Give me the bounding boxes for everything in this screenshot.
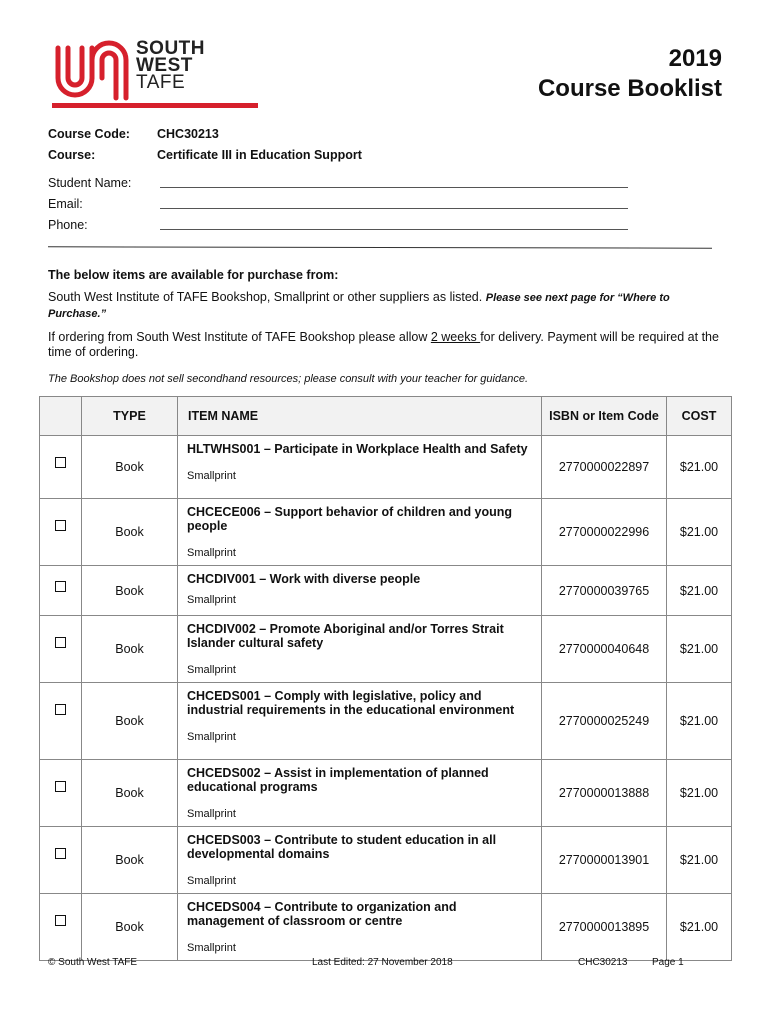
header-checkbox-col [40,397,82,436]
row-isbn: 2770000013895 [542,894,667,961]
row-title: CHCEDS004 – Contribute to organization and management of classroom or centre [187,900,457,928]
booklist-table [39,396,732,961]
table-row [40,760,732,827]
table-row [40,566,732,616]
phone-label: Phone: [48,218,88,232]
row-isbn: 2770000013901 [542,827,667,894]
row-title: CHCEDS002 – Assist in implementation of planned educational programs [187,766,489,794]
delivery-time: 2 weeks [430,330,481,344]
row-cost: $21.00 [667,760,732,827]
purchase-heading: The below items are available for purchase from: [48,268,339,282]
select-checkbox[interactable] [55,848,66,859]
select-checkbox[interactable] [55,457,66,468]
row-type: Book [82,683,178,760]
row-supplier: Smallprint [187,547,236,559]
table-row [40,683,732,760]
table-row [40,436,732,499]
row-supplier: Smallprint [187,594,236,606]
row-isbn: 2770000022996 [542,499,667,566]
logo-underline-bar [52,103,258,108]
row-type: Book [82,499,178,566]
header-cost: COST [667,397,732,436]
table-row [40,499,732,566]
row-cost: $21.00 [667,566,732,616]
title-year: 2019 [668,45,722,72]
row-title: HLTWHS001 – Participate in Workplace Health and Safety [187,442,528,456]
email-field[interactable] [160,208,628,209]
row-isbn: 2770000013888 [542,760,667,827]
row-type: Book [82,436,178,499]
header-isbn: ISBN or Item Code [542,397,667,436]
select-checkbox[interactable] [55,915,66,926]
select-checkbox[interactable] [55,781,66,792]
row-isbn: 2770000039765 [542,566,667,616]
row-cost: $21.00 [667,499,732,566]
row-title: CHCEDS003 – Contribute to student education in all developmental domains [187,833,497,861]
page-title [538,44,722,104]
secondhand-note: The Bookshop does not sell secondhand resources; please consult with your teacher for guidance. [48,373,529,385]
row-cost: $21.00 [667,683,732,760]
title-name: Course Booklist [537,75,722,102]
row-supplier: Smallprint [187,470,236,482]
row-type: Book [82,827,178,894]
student-name-field[interactable] [160,187,628,188]
where-to-purchase-note: Please see next page for “Where to Purchase.” [48,292,670,320]
row-supplier: Smallprint [187,664,236,676]
select-checkbox[interactable] [55,581,66,592]
course-code-value: CHC30213 [157,127,219,141]
ordering-text-b: for delivery. Payment will be required at the time of ordering. [48,330,719,359]
row-isbn: 2770000040648 [542,616,667,683]
row-title: CHCDIV002 – Promote Aboriginal and/or Torres Strait Islander cultural safety [187,622,504,650]
table-header-row [40,397,732,436]
logo-text-tafe: TAFE [136,72,186,93]
row-isbn: 2770000022897 [542,436,667,499]
footer-last-edited: Last Edited: 27 November 2018 [312,957,453,968]
phone-field[interactable] [160,229,628,230]
select-checkbox[interactable] [55,520,66,531]
row-title: CHCECE006 – Support behavior of children and young people [187,505,513,533]
row-cost: $21.00 [667,894,732,961]
row-type: Book [82,616,178,683]
table-row [40,827,732,894]
course-code-label: Course Code: [48,127,130,141]
row-title: CHCDIV001 – Work with diverse people [187,572,421,586]
logo-text-west: WEST [136,55,193,76]
row-supplier: Smallprint [187,731,236,743]
row-type: Book [82,894,178,961]
row-supplier: Smallprint [187,808,236,820]
row-type: Book [82,566,178,616]
student-name-label: Student Name: [48,176,132,190]
header-item-name: ITEM NAME [178,397,542,436]
row-cost: $21.00 [667,436,732,499]
section-divider [48,246,712,248]
row-supplier: Smallprint [187,875,236,887]
purchase-text: South West Institute of TAFE Bookshop, Smallprint or other suppliers as listed. [48,290,483,304]
header-type: TYPE [82,397,178,436]
row-type: Book [82,760,178,827]
select-checkbox[interactable] [55,704,66,715]
ordering-paragraph [48,330,728,360]
row-cost: $21.00 [667,616,732,683]
table-row [40,894,732,961]
logo-text-south: SOUTH [136,38,205,59]
footer-page-number: Page 1 [652,957,684,968]
tafe-logo-mark-icon [52,40,132,102]
row-title: CHCEDS001 – Comply with legislative, policy and industrial requirements in the educational environment [187,689,515,717]
course-value: Certificate III in Education Support [157,148,362,162]
course-label: Course: [48,148,96,162]
table-row [40,616,732,683]
row-cost: $21.00 [667,827,732,894]
row-isbn: 2770000025249 [542,683,667,760]
row-supplier: Smallprint [187,942,236,954]
purchase-paragraph [48,290,728,322]
email-label: Email: [48,197,83,211]
footer-copyright: © South West TAFE [48,957,138,968]
ordering-text-a: If ordering from South West Institute of TAFE Bookshop please allow [48,330,431,344]
select-checkbox[interactable] [55,637,66,648]
footer-course-code: CHC30213 [578,957,628,968]
south-west-tafe-logo [52,36,262,108]
